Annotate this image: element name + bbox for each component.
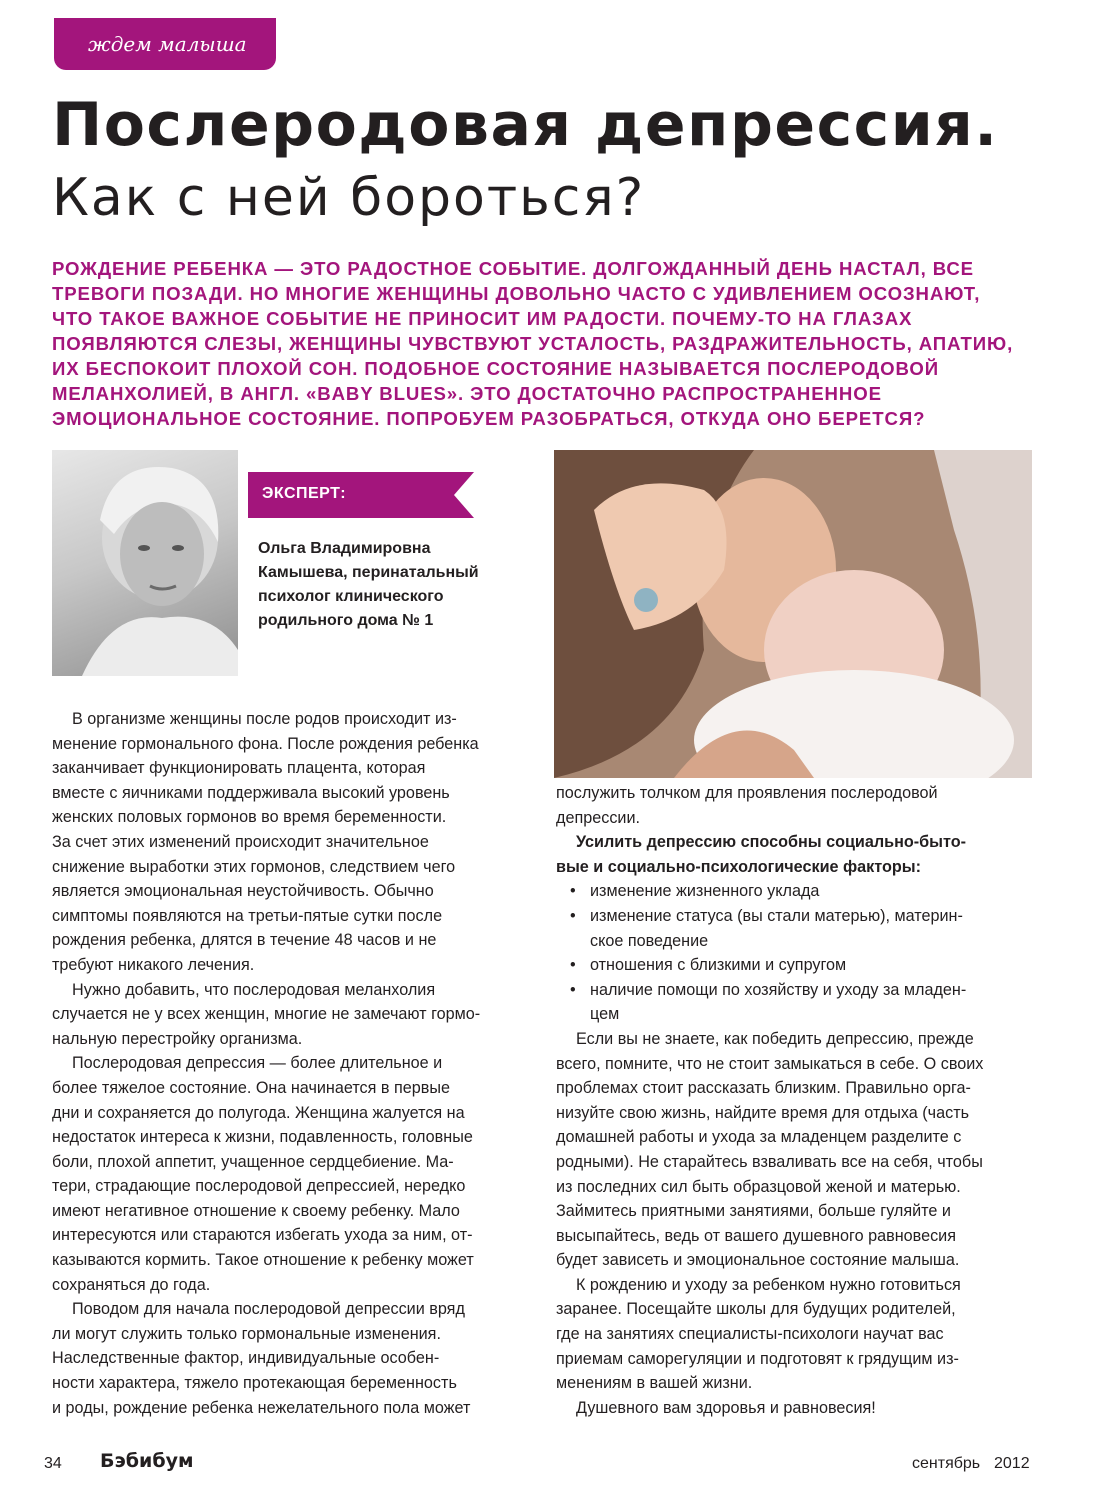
expert-line: Камышева, перинатальный (258, 564, 479, 581)
right-column (556, 781, 983, 1420)
text-line: более тяжелое состояние. Она начинается в первые (52, 1078, 451, 1097)
lead-line: ЭМОЦИОНАЛЬНОЕ СОСТОЯНИЕ. ПОПРОБУЕМ РАЗОБРАТЬСЯ, ОТКУДА ОНО БЕРЕТСЯ? (52, 408, 926, 429)
text-line: Усилить депрессию способны социально-быто- (576, 833, 966, 852)
text-line: Если вы не знаете, как победить депрессию, прежде (576, 1029, 974, 1048)
list-item-continuation: цем (590, 1005, 620, 1024)
text-line: В организме женщины после родов происходит из- (72, 710, 457, 728)
text-line: симптомы появляются на третьи-пятые сутки после (52, 906, 443, 925)
text-line: боли, плохой аппетит, учащенное сердцебиение. Ма- (52, 1152, 454, 1171)
text-line: будет зависеть и эмоциональное состояние малыша. (556, 1251, 960, 1270)
expert-line: Ольга Владимировна (258, 540, 431, 557)
lead-paragraph (52, 256, 1062, 431)
expert-caption (258, 537, 548, 633)
list-item: • отношения с близкими и супругом (556, 953, 983, 978)
text-line: родными). Не старайтесь взваливать все на себя, чтобы (556, 1152, 983, 1171)
text-line: ли могут служить только гормональные изменения. (52, 1324, 441, 1343)
mother-baby-illustration (554, 450, 1032, 778)
text-line: низуйте свою жизнь, найдите время для отдыха (часть (556, 1103, 970, 1122)
lead-line: ИХ БЕСПОКОИТ ПЛОХОЙ СОН. ПОДОБНОЕ СОСТОЯНИЕ НАЗЫВАЕТСЯ ПОСЛЕРОДОВОЙ (52, 358, 940, 379)
text-line: Послеродовая депрессия — более длительное и (72, 1054, 443, 1073)
expert-portrait-illustration (52, 450, 238, 676)
section-tag (54, 18, 276, 70)
lead-line: ТРЕВОГИ ПОЗАДИ. НО МНОГИЕ ЖЕНЩИНЫ ДОВОЛЬНО ЧАСТО С УДИВЛЕНИЕМ ОСОЗНАЮТ, (52, 283, 981, 304)
issue-month: сентябрь (912, 1455, 981, 1472)
text-line: нальную перестройку организма. (52, 1029, 303, 1048)
text-line: Поводом для начала послеродовой депрессии вряд (72, 1300, 465, 1319)
text-line: За счет этих изменений происходит значительное (52, 832, 429, 851)
page-number: 34 (44, 1455, 62, 1472)
text-line: домашней работы и ухода за младенцем разделите с (556, 1128, 962, 1147)
text-line: имеют негативное отношение к своему ребенку. Мало (52, 1201, 460, 1220)
list-item: • изменение статуса (вы стали матерью), материн- (556, 904, 983, 929)
section-tag-label: ждем малыша (88, 32, 247, 56)
text-line: проблемах стоит рассказать близким. Правильно орга- (556, 1079, 971, 1098)
text-line: вые и социально-психологические факторы: (556, 857, 921, 876)
text-line: послужить толчком для проявления послеродовой (556, 784, 938, 802)
text-line: Наследственные фактор, индивидуальные особен- (52, 1349, 440, 1368)
list-item: • изменение жизненного уклада (556, 879, 983, 904)
text-line: всего, помните, что не стоит замыкаться в себе. О своих (556, 1054, 984, 1073)
text-line: казываются кормить. Такое отношение к ребенку может (52, 1251, 474, 1270)
article-subtitle: Как с ней бороться? (52, 168, 646, 228)
text-line: недостаток интереса к жизни, подавленность, головные (52, 1128, 473, 1147)
text-line: тери, страдающие послеродовой депрессией, нередко (52, 1177, 466, 1196)
list-item-continuation: ское поведение (590, 931, 709, 950)
text-line: сохраняться до года. (52, 1275, 211, 1294)
lead-line: РОЖДЕНИЕ РЕБЕНКА — ЭТО РАДОСТНОЕ СОБЫТИЕ. ДОЛГОЖДАННЫЙ ДЕНЬ НАСТАЛ, ВСЕ (52, 258, 974, 279)
mother-baby-photo (554, 450, 1032, 778)
text-line: заканчивает функционировать плацента, которая (52, 759, 426, 778)
expert-label: ЭКСПЕРТ: (262, 485, 347, 502)
article-title: Послеродовая депрессия. (52, 90, 999, 160)
issue-year: 2012 (994, 1455, 1030, 1472)
text-line: Нужно добавить, что послеродовая меланхолия (72, 980, 436, 999)
text-line: заранее. Посещайте школы для будущих родителей, (556, 1300, 956, 1319)
text-line: снижение выработки этих гормонов, следствием чего (52, 857, 456, 876)
text-line: является эмоциональная неустойчивость. Обычно (52, 882, 434, 901)
lead-line: МЕЛАНХОЛИЕЙ, В АНГЛ. «BABY BLUES». ЭТО ДОСТАТОЧНО РАСПРОСТРАНЕННОЕ (52, 383, 882, 404)
text-line: Душевного вам здоровья и равновесия! (576, 1398, 876, 1417)
magazine-brand: Бэбибум (100, 1450, 194, 1472)
text-line: менениям в вашей жизни. (556, 1374, 753, 1393)
expert-line: родильного дома № 1 (258, 612, 434, 629)
expert-line: психолог клинического (258, 588, 444, 605)
text-line: Займитесь приятными занятиями, больше гуляйте и (556, 1202, 951, 1221)
list-item: • наличие помощи по хозяйству и уходу за младен- (556, 978, 983, 1003)
text-line: женских половых гормонов во время беременности. (52, 808, 447, 827)
text-line: вместе с яичниками поддерживала высокий уровень (52, 783, 450, 802)
text-line: дни и сохраняется до полугода. Женщина жалуется на (52, 1103, 465, 1122)
lead-line: ПОЯВЛЯЮТСЯ СЛЕЗЫ, ЖЕНЩИНЫ ЧУВСТВУЮТ УСТАЛОСТЬ, РАЗДРАЖИТЕЛЬНОСТЬ, АПАТИЮ, (52, 333, 1014, 354)
expert-ribbon (248, 472, 474, 518)
text-line: из последних сил быть образцовой женой и матерью. (556, 1177, 961, 1196)
text-line: приемам саморегуляции и подготовят к грядущим из- (556, 1349, 959, 1368)
text-line: где на занятиях специалисты-психологи научат вас (556, 1325, 944, 1344)
text-line: интересуются или стараются избегать ухода за ним, от- (52, 1226, 473, 1245)
text-line: требуют никакого лечения. (52, 955, 255, 974)
text-line: К рождению и уходу за ребенком нужно готовиться (576, 1275, 961, 1294)
text-line: и роды, рождение ребенка нежелательного пола может (52, 1398, 471, 1417)
text-line: случается не у всех женщин, многие не замечают гормо- (52, 1005, 481, 1024)
text-line: ности характера, тяжело протекающая беременность (52, 1374, 457, 1393)
text-line: депрессии. (556, 808, 640, 827)
text-line: рождения ребенка, длятся в течение 48 часов и не (52, 931, 437, 950)
left-column (52, 707, 480, 1420)
text-line: высыпайтесь, ведь от вашего душевного равновесия (556, 1226, 956, 1245)
lead-line: ЧТО ТАКОЕ ВАЖНОЕ СОБЫТИЕ НЕ ПРИНОСИТ ИМ РАДОСТИ. ПОЧЕМУ-ТО НА ГЛАЗАХ (52, 308, 913, 329)
text-line: менение гормонального фона. После рождения ребенка (52, 734, 479, 753)
expert-portrait-photo (52, 450, 238, 676)
